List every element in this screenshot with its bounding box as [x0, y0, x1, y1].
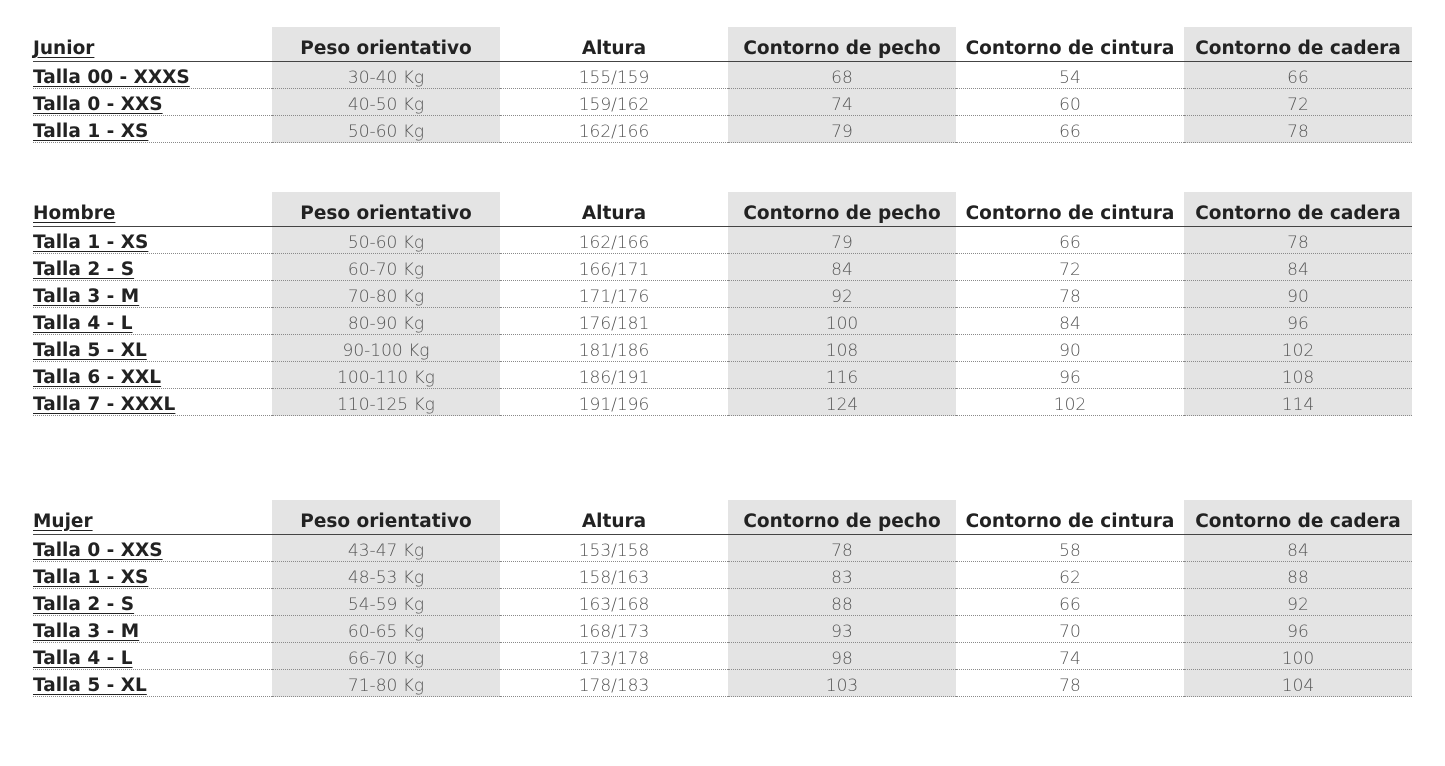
table-cell: 176/181: [500, 308, 728, 335]
table-cell: 92: [728, 281, 956, 308]
table-cell: 66: [956, 589, 1184, 616]
table-cell: 186/191: [500, 362, 728, 389]
column-header: Peso orientativo: [272, 500, 500, 535]
table-cell: 54: [956, 62, 1184, 89]
column-header: Contorno de pecho: [728, 27, 956, 62]
table-cell: 78: [956, 670, 1184, 697]
table-cell: 100-110 Kg: [272, 362, 500, 389]
table-cell: 68: [728, 62, 956, 89]
table-cell: 66: [956, 227, 1184, 254]
column-header: Contorno de cintura: [956, 27, 1184, 62]
column-header: Altura: [500, 500, 728, 535]
table-cell: 108: [1184, 362, 1412, 389]
table-row: [33, 535, 1412, 562]
size-label: Talla 5 - XL: [33, 670, 272, 697]
column-header: Contorno de cintura: [956, 192, 1184, 227]
column-header: Altura: [500, 192, 728, 227]
table-cell: 93: [728, 616, 956, 643]
size-label: Talla 1 - XS: [33, 116, 272, 143]
table-cell: 104: [1184, 670, 1412, 697]
table-cell: 162/166: [500, 116, 728, 143]
table-row: [33, 362, 1412, 389]
table-row: [33, 389, 1412, 416]
table-row: [33, 281, 1412, 308]
table-cell: 30-40 Kg: [272, 62, 500, 89]
size-label: Talla 1 - XS: [33, 227, 272, 254]
table-cell: 173/178: [500, 643, 728, 670]
table-cell: 168/173: [500, 616, 728, 643]
table-cell: 66: [956, 116, 1184, 143]
table-cell: 84: [956, 308, 1184, 335]
table-cell: 102: [956, 389, 1184, 416]
column-header: Peso orientativo: [272, 192, 500, 227]
table-cell: 158/163: [500, 562, 728, 589]
table-cell: 88: [728, 589, 956, 616]
table-cell: 108: [728, 335, 956, 362]
table-cell: 84: [1184, 254, 1412, 281]
table-cell: 191/196: [500, 389, 728, 416]
table-cell: 83: [728, 562, 956, 589]
size-table-hombre: [33, 192, 1412, 416]
size-label: Talla 0 - XXS: [33, 535, 272, 562]
table-cell: 50-60 Kg: [272, 227, 500, 254]
size-label: Talla 1 - XS: [33, 562, 272, 589]
table-cell: 50-60 Kg: [272, 116, 500, 143]
table-cell: 72: [1184, 89, 1412, 116]
table-cell: 78: [1184, 227, 1412, 254]
table-cell: 90: [956, 335, 1184, 362]
table-cell: 60-65 Kg: [272, 616, 500, 643]
table-cell: 124: [728, 389, 956, 416]
table-cell: 58: [956, 535, 1184, 562]
size-label: Talla 4 - L: [33, 643, 272, 670]
table-row: [33, 227, 1412, 254]
table-cell: 78: [956, 281, 1184, 308]
table-cell: 74: [728, 89, 956, 116]
table-row: [33, 670, 1412, 697]
table-cell: 162/166: [500, 227, 728, 254]
table-cell: 79: [728, 227, 956, 254]
group-title: Hombre: [33, 192, 272, 227]
header-row: [33, 192, 1412, 227]
table-cell: 79: [728, 116, 956, 143]
table-cell: 70-80 Kg: [272, 281, 500, 308]
table-cell: 102: [1184, 335, 1412, 362]
table-cell: 84: [728, 254, 956, 281]
size-table-mujer: [33, 500, 1412, 697]
table-cell: 90: [1184, 281, 1412, 308]
size-label: Talla 0 - XXS: [33, 89, 272, 116]
table-row: [33, 116, 1412, 143]
table-cell: 48-53 Kg: [272, 562, 500, 589]
table-cell: 66-70 Kg: [272, 643, 500, 670]
table-row: [33, 335, 1412, 362]
table-cell: 90-100 Kg: [272, 335, 500, 362]
column-header: Contorno de cadera: [1184, 27, 1412, 62]
size-label: Talla 3 - M: [33, 616, 272, 643]
table-row: [33, 589, 1412, 616]
table-cell: 88: [1184, 562, 1412, 589]
table-cell: 60: [956, 89, 1184, 116]
table-cell: 70: [956, 616, 1184, 643]
table-cell: 153/158: [500, 535, 728, 562]
table-cell: 110-125 Kg: [272, 389, 500, 416]
table-cell: 54-59 Kg: [272, 589, 500, 616]
group-title: Mujer: [33, 500, 272, 535]
table-row: [33, 643, 1412, 670]
size-label: Talla 3 - M: [33, 281, 272, 308]
table-cell: 166/171: [500, 254, 728, 281]
table-cell: 43-47 Kg: [272, 535, 500, 562]
table-row: [33, 616, 1412, 643]
table-cell: 155/159: [500, 62, 728, 89]
column-header: Contorno de cadera: [1184, 500, 1412, 535]
size-table-junior: [33, 27, 1412, 143]
table-cell: 66: [1184, 62, 1412, 89]
table-cell: 100: [728, 308, 956, 335]
table-row: [33, 308, 1412, 335]
table-cell: 84: [1184, 535, 1412, 562]
table-cell: 78: [1184, 116, 1412, 143]
table-cell: 96: [1184, 308, 1412, 335]
table-row: [33, 562, 1412, 589]
size-label: Talla 5 - XL: [33, 335, 272, 362]
table-row: [33, 89, 1412, 116]
size-label: Talla 7 - XXXL: [33, 389, 272, 416]
column-header: Contorno de cadera: [1184, 192, 1412, 227]
size-label: Talla 2 - S: [33, 254, 272, 281]
size-label: Talla 4 - L: [33, 308, 272, 335]
table-cell: 72: [956, 254, 1184, 281]
table-row: [33, 62, 1412, 89]
table-cell: 62: [956, 562, 1184, 589]
column-header: Peso orientativo: [272, 27, 500, 62]
column-header: Altura: [500, 27, 728, 62]
header-row: [33, 27, 1412, 62]
table-cell: 171/176: [500, 281, 728, 308]
table-cell: 163/168: [500, 589, 728, 616]
table-cell: 103: [728, 670, 956, 697]
table-cell: 60-70 Kg: [272, 254, 500, 281]
table-cell: 100: [1184, 643, 1412, 670]
table-cell: 159/162: [500, 89, 728, 116]
table-cell: 92: [1184, 589, 1412, 616]
size-label: Talla 2 - S: [33, 589, 272, 616]
table-cell: 71-80 Kg: [272, 670, 500, 697]
table-cell: 40-50 Kg: [272, 89, 500, 116]
table-row: [33, 254, 1412, 281]
table-cell: 80-90 Kg: [272, 308, 500, 335]
table-cell: 98: [728, 643, 956, 670]
table-cell: 116: [728, 362, 956, 389]
header-row: [33, 500, 1412, 535]
column-header: Contorno de pecho: [728, 500, 956, 535]
table-cell: 78: [728, 535, 956, 562]
table-cell: 181/186: [500, 335, 728, 362]
table-cell: 178/183: [500, 670, 728, 697]
size-label: Talla 00 - XXXS: [33, 62, 272, 89]
table-cell: 96: [956, 362, 1184, 389]
table-cell: 114: [1184, 389, 1412, 416]
table-cell: 74: [956, 643, 1184, 670]
column-header: Contorno de pecho: [728, 192, 956, 227]
group-title: Junior: [33, 27, 272, 62]
size-label: Talla 6 - XXL: [33, 362, 272, 389]
column-header: Contorno de cintura: [956, 500, 1184, 535]
table-cell: 96: [1184, 616, 1412, 643]
